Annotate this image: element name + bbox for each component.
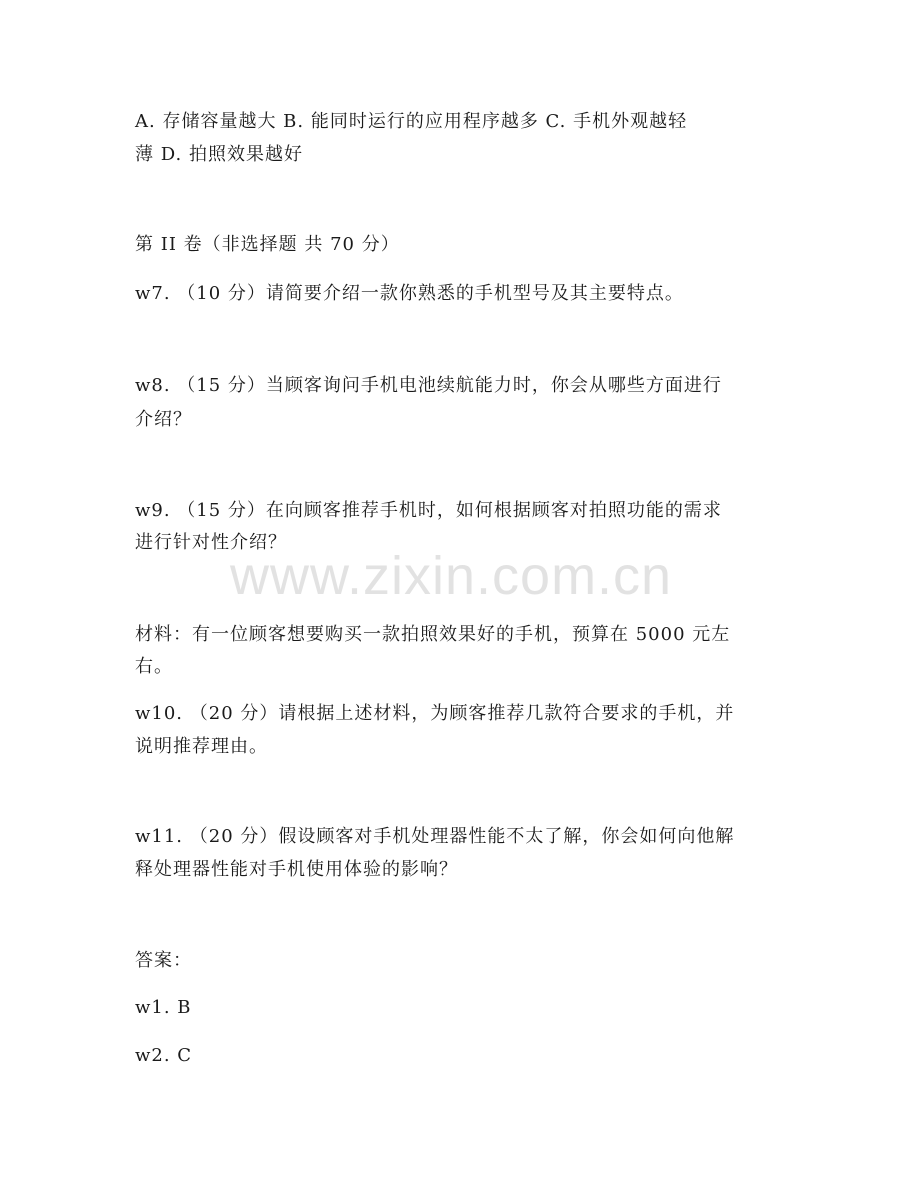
answers-heading: 答案： — [135, 950, 192, 971]
material-line-2: 右。 — [135, 656, 173, 677]
material-line-1: 材料：有一位顾客想要购买一款拍照效果好的手机，预算在 5000 元左 — [135, 624, 731, 645]
section-title: 第 II 卷（非选择题 共 70 分） — [135, 234, 400, 255]
answer-w1: w1. B — [135, 997, 192, 1018]
question-w8-line-1: w8. （15 分）当顾客询问手机电池续航能力时，你会从哪些方面进行 — [135, 375, 722, 396]
question-w9-line-1: w9. （15 分）在向顾客推荐手机时，如何根据顾客对拍照功能的需求 — [135, 500, 722, 521]
question-w11-line-2: 释处理器性能对手机使用体验的影响？ — [135, 859, 458, 880]
options-line-1: A. 存储容量越大 B. 能同时运行的应用程序越多 C. 手机外观越轻 — [135, 111, 688, 132]
watermark: www.zixin.com.cn — [230, 546, 673, 606]
question-w7-line-1: w7. （10 分）请简要介绍一款你熟悉的手机型号及其主要特点。 — [135, 283, 684, 304]
answer-w2: w2. C — [135, 1045, 193, 1066]
question-w8-line-2: 介绍？ — [135, 409, 192, 430]
question-w9-line-2: 进行针对性介绍？ — [135, 532, 287, 553]
options-line-2: 薄 D. 拍照效果越好 — [135, 144, 303, 165]
question-w10-line-1: w10. （20 分）请根据上述材料，为顾客推荐几款符合要求的手机，并 — [135, 703, 735, 724]
question-w10-line-2: 说明推荐理由。 — [135, 736, 268, 757]
question-w11-line-1: w11. （20 分）假设顾客对手机处理器性能不太了解，你会如何向他解 — [135, 826, 735, 847]
